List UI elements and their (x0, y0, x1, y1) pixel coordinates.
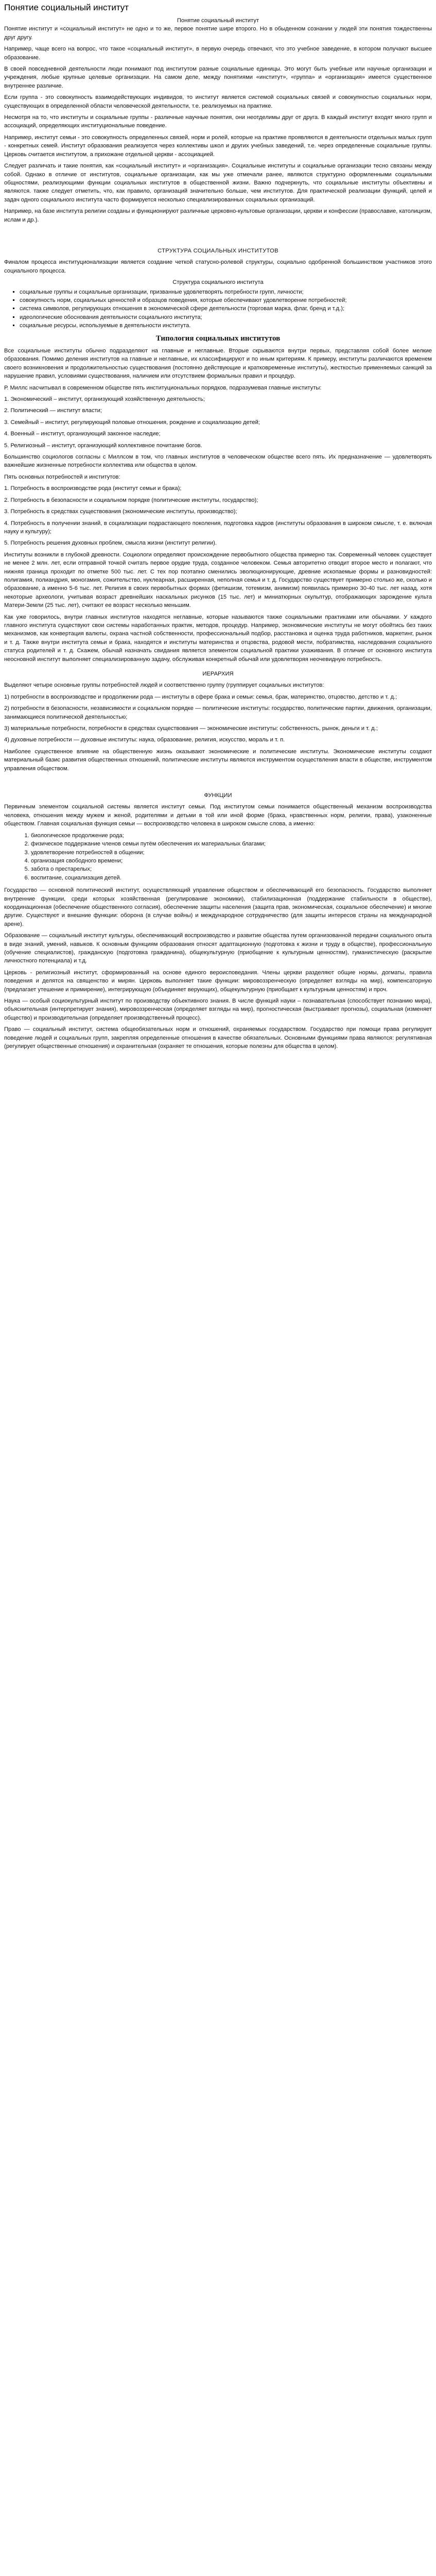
typology-paragraph: Р. Миллс насчитывал в современном обществе пять институциональных порядков, подразумевая главные институты: (4, 384, 322, 391)
functions-heading: ФУНКЦИИ (204, 792, 232, 799)
hierarchy-paragraph: Наиболее существенное влияние на общественную жизнь оказывают экономические и политические институты. Экономические институты создают материальный базис развития общественных отношений, политические институты являются инструментом осуществления власти в обществе, инструментом управления обществом. (4, 748, 432, 772)
functions-paragraph: Образование — социальный институт культуры, обеспечивающий воспроизводство и развитие общества путем организованной передачи социального опыта в виде знаний, умений, навыков. К основным функциям образования относят адаптационную (подготовка к жизни и труду в обществе), профессиональную (обучение специалистов), гражданскую (подготовка гражданина), общекультурную (приобщение к культурным ценностям), гуманистическую (раскрытие личностного потенциала) и т.д. (4, 933, 432, 964)
structure-heading: СТРУКТУРА СОЦИАЛЬНЫХ ИНСТИТУТОВ (158, 247, 278, 254)
functions-section (4, 791, 432, 1050)
hierarchy-section (4, 670, 432, 773)
list-item: ▪ социальные ресурсы, используемые в деятельности института. (20, 321, 432, 330)
list-item: 3. Потребность в средствах существования (экономические институты, производство); (4, 509, 237, 515)
structure-paragraph: Финалом процесса институционализации является создание четкой статусно-ролевой структуры, социально одобренной большинством участников этого социального процесса. (4, 259, 432, 274)
needs-list (4, 484, 432, 547)
structure-list (4, 288, 432, 330)
intro-paragraph: Несмотря на то, что институты и социальные группы - различные научные понятия, они неотделимы друг от друга. В каждый институт входят много групп и ассоциаций, определяющих институциональные поведение. (4, 114, 432, 129)
list-item: 6. воспитание, социализация детей. (31, 874, 432, 882)
functions-paragraph: Церковь - религиозный институт, сформированный на основе единого вероисповедания. Члены церкви разделяют общие нормы, догматы, правила поведения и делятся на священство и мирян. Церковь выполняет такие функции: мировоззренческую (определяет взгляды на мир), компенсаторную (предлагает утешение и примирение), интегрирующую (объединяет верующих), общекультурную (приобщает к культурным ценностям) и проч. (4, 969, 432, 993)
list-item: 3) материальные потребности, потребности в средствах существования — экономические институты: собственность, рынок, деньги и т. д.; (4, 725, 378, 732)
typology-paragraph: Большинство социологов согласны с Миллсом в том, что главных институтов в человеческом обществе всего пять. Их предназначение — удовлетворять важнейшие жизненные потребности коллектива или общества в целом. (4, 454, 432, 469)
intro-heading: Понятие социальный институт (177, 18, 259, 24)
functions-paragraph: Право — социальный институт, система общеобязательных норм и отношений, охраняемых государством. Государство при помощи права регулирует поведение людей и социальных групп, закрепляя определенные отношения в качестве обязательных. Основными функциями права являются: регулятивная (регулирует общественные отношения) и охранительная (охраняет те отношения, которые полезны для общества в целом). (4, 1026, 432, 1050)
typology-paragraph: Все социальные институты обычно подразделяют на главные и неглавные. Вторые скрываются внутри первых, представляя собой более мелкие образования. Помимо деления институтов на главные и неглавные, их классифицируют и по иным критериям. К примеру, институты различаются временем своего возникновения и продолжительностью существования (постоянно действующие и кратковременные институты), жесткостью применяемых санкций за нарушение правил, условиями существования, наличием или отсутствием формальных правил и процедур. (4, 348, 432, 380)
list-item: 2. физическое поддержание членов семьи путём обеспечения их материальных благами; (31, 840, 432, 848)
list-item: 2. Потребность в безопасности и социальном порядке (политические институты, государство); (4, 497, 258, 503)
typology-paragraph: Как уже говорилось, внутри главных институтов находятся неглавные, которые называются также социальными практиками или обычаями. У каждого главного института существуют свои системы наработанных практик, методов, процедур. Например, экономические институты не могут обойтись без таких механизмов, как конвертация валюты, охрана частной собственности, профессиональный подбор, расстановка и оценка труда работников, маркетинг, рынок и т. д. Также внутри института семьи и брака, находятся и институты материнства и отцовства, родовой мести, побратимства, наследования социального статуса родителей и т. д. Скажем, обычай назначать свидания является элементом социальной практики ухаживания. В отличие от основного института неосновной институт выполняет специализированную задачу, обслуживая конкретный обычай или удовлетворяя неочевидную потребность. (4, 614, 432, 663)
list-item: 2. Политический — институт власти; (4, 408, 102, 414)
intro-paragraph: Понятие институт и «социальный институт» не одно и то же, первое понятие шире второго. Но в обыденном сознании у людей эти понятия тождественны друг другу. (4, 26, 432, 41)
intro-section (4, 25, 432, 224)
typology-paragraph: Институты возникли в глубокой древности. Социологи определяют происхождение первобытного общества примерно так. Современный человек существует не менее 2 млн. лет, если отправной точкой считать первое орудие труда, созданное человеком. Семья авторитетно отводит второе место и полагают, что нижняя граница проходит по отметке 500 тыс. лет. С тех пор поэтапно сменились эволюционирующие, древние ископаемые формы и разновидностей: полигамия, полиандрия, моногамия, сожительство, нуклеарная, расширенная, неполная семья и т. д. Государство существует примерно столько же, сколько и образование, а именно 5-6 тыс. лет. Религия в своих первобытных формах (фетишизм, тотемизм, анимизм) появилась примерно 30-40 тыс. лет назад, хотя некоторые археологи, учитывая возраст древнейших наскальных рисунков (15 тыс. лет) и миниатюрных скульптур, отображающих зарождение культа Матери-Земли (25 тыс. лет), считают ее возраст несколько меньшим. (4, 551, 432, 609)
list-item: ▪ совокупность норм, социальных ценностей и образцов поведения, которые обеспечивают удовлетворение потребностей; (20, 296, 432, 304)
list-item: 3. удовлетворение потребностей в общении; (31, 849, 432, 857)
functions-paragraph: Первичным элементом социальной системы является институт семьи. Под институтом семьи понимается общественный механизм воспроизводства человека, отношения между мужем и женой, родителями и детьми в той или иной форме (брака, нравственных норм, религии, права), узаконенные обществом. Главная социальная функция семьи — воспроизводство человека в широком смысле слова, а именно: (4, 804, 432, 827)
list-item: 5. Потребность решения духовных проблем, смысла жизни (институт религии). (4, 540, 217, 547)
family-functions-list (4, 832, 432, 882)
intro-paragraph: Например, институт семьи - это совокупность определенных связей, норм и ролей, которые на практике проявляются в деятельности отдельных малых групп - конкретных семей. Институт образования реализуется через коллективы школ и других учебных заведений, т.е. через определенные социальные группы. Церковь считается институтом, а прихожане отдельной церкви - ассоциацией. (4, 134, 432, 158)
list-item: ▪ система символов, регулирующих отношения в экономической сфере деятельности (торговая марка, флаг, бренд и т.д.); (20, 304, 432, 313)
intro-paragraph: Например, на базе института религии созданы и функционируют различные церковно-культовые организации, церкви и конфессии (православие, католицизм, ислам и др.). (4, 208, 432, 223)
list-item: 4) духовные потребности — духовные институты: наука, образование, религия, искусство, мораль и т. п. (4, 737, 285, 743)
list-item: 5. забота о престарелых; (31, 865, 432, 873)
intro-paragraph: В своей повседневной деятельности люди понимают под институтом разные социальные единицы. Это могут быть учебные или научные организации и учреждения, любые крупные целевые организации. На самом деле, между понятиями «институт», «группа» и «организация» имеется существенное внутреннее различие. (4, 66, 432, 89)
typology-heading: Типология социальных институтов (155, 334, 281, 343)
structure-section (4, 247, 432, 330)
list-item: 5. Религиозный – институт, организующий коллективное почитание богов. (4, 442, 202, 449)
hierarchy-heading: ИЕРАРХИЯ (202, 671, 234, 677)
list-item: 2) потребности в безопасности, независимости и социальном порядке — политические институты: государство, политические партии, движения, организации, занимающиеся политической деятельностью; (4, 705, 432, 720)
mills-list (4, 395, 432, 450)
list-item: 4. Военный – институт, организующий законное наследие; (4, 431, 161, 437)
list-item: 1) потребности в воспроизводстве и продолжении рода — институты в сфере брака и семьи: семья, брак, материнство, отцовство, детство и т. д.; (4, 693, 397, 700)
needs-heading: Пять основных потребностей и институтов: (4, 473, 120, 480)
intro-paragraph: Следует различать и такие понятия, как «социальный институт» и «организация». Социальные институты и социальные организации тесно связаны между собой. Однако в отличие от институтов, социальные организации, как мы уже отмечали ранее, являются структурно оформленными социальными общностями, реализующими функции социальных институтов в общественной жизни. Важно подчеркнуть, что социальные институты объективны и являются. также следует отметить, что, как правило, организаций значительно больше, чем институтов. Для практической реализации функций, целей и задач одного социального института часто формируется несколько специализированных социальных организаций. (4, 163, 432, 203)
list-item: 1. Экономический – институт, организующий хозяйственную деятельность; (4, 396, 205, 403)
list-item: 1. биологическое продолжение рода; (31, 832, 432, 840)
list-item: 4. организация свободного времени; (31, 857, 432, 865)
list-item: 4. Потребность в получении знаний, в социализации подрастающего поколения, подготовка кадров (институты образования в широком смысле, т. е. включая науку и культуру); (4, 520, 432, 535)
document-title: Понятие социальный институт (4, 3, 129, 12)
functions-paragraph: Государство — основной политический институт, осуществляющий управление обществом и обеспечивающий его безопасность. Государство выполняет внутренние функции, среди которых хозяйственная (регулирование экономики), стабилизационная (поддержание стабильности в обществе), координационная (обеспечение общественного согласия), обеспечение защиты населения (защита прав, экономическая, социальное обеспечение) и многие другие. Существуют и внешние функции: оборона (в случае войны) и международное сотрудничество (для защиты интересов страны на международной арене). (4, 887, 432, 927)
hierarchy-paragraph: Выделяют четыре основные группы потребностей людей и соответственно группу (группирует социальных институтов: (4, 682, 324, 689)
functions-paragraph: Наука — особый социокультурный институт по производству объективного знания. В числе функций науки – познавательная (способствует познанию мира), объяснительная (интерпретирует знания), мировоззренческая (определяет взгляды на мир), прогностическая (выстраивает прогнозы), социальная (изменяет общество) и производительная (определяет производственный процесс). (4, 998, 432, 1021)
list-item: 1. Потребность в воспроизводстве рода (институт семьи и брака); (4, 485, 182, 492)
document-page (0, 0, 436, 1059)
typology-section (4, 334, 432, 664)
intro-paragraph: Например, чаще всего на вопрос, что такое «социальный институт», в первую очередь отвечают, что это учебное заведение, в котором получают высшее образование. (4, 46, 432, 61)
structure-list-heading: Структура социального института (172, 279, 264, 286)
list-item: ▪ идеологические обоснования деятельности социального института; (20, 313, 432, 321)
intro-paragraph: Если группа - это совокупность взаимодействующих индивидов, то институт является системой социальных связей и совокупностью социальных норм, существующих в определенной области человеческой деятельности, т.е. реализуемых на практике. (4, 94, 432, 109)
list-item: ▪ социальные группы и социальные организации, призванные удовлетворять потребности групп, личности; (20, 288, 432, 296)
list-item: 3. Семейный – институт, регулирующий половые отношения, рождение и социализацию детей; (4, 419, 260, 426)
